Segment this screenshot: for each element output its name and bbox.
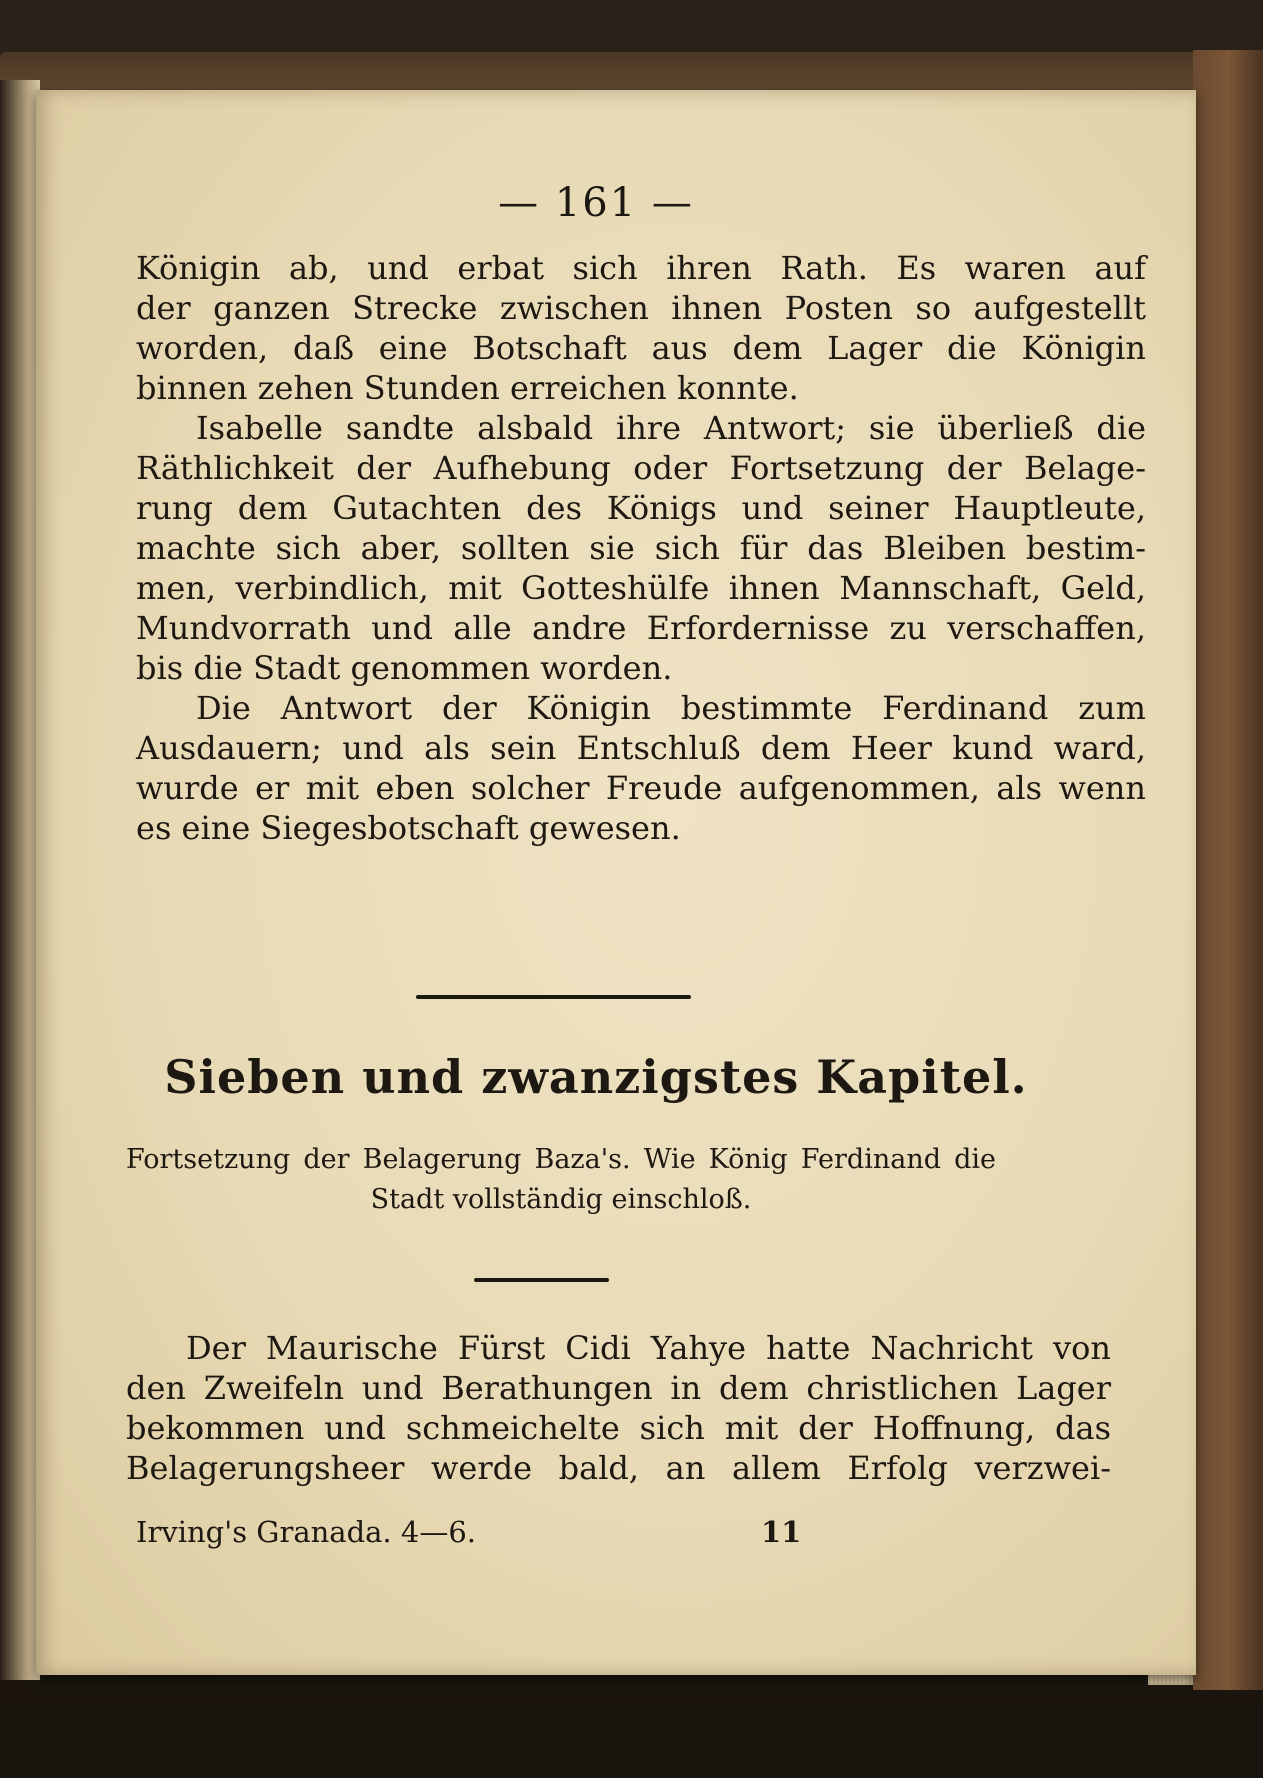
page-number: — 161 — bbox=[498, 180, 694, 226]
book-binding-left bbox=[0, 80, 40, 1680]
text-line: Der Maurische Fürst Cidi Yahye hatte Nachricht von bbox=[186, 1329, 1111, 1367]
text-line: machte sich aber, sollten sie sich für das Bleiben bestim- bbox=[136, 529, 1146, 567]
summary-divider-rule bbox=[474, 1278, 609, 1282]
section-divider-rule bbox=[416, 995, 691, 999]
text-line: men, verbindlich, mit Gotteshülfe ihnen Mannschaft, Geld, bbox=[136, 569, 1146, 607]
text-line: Die Antwort der Königin bestimmte Ferdinand zum bbox=[196, 689, 1146, 727]
chapter-title: Sieben und zwanzigstes Kapitel. bbox=[164, 1050, 1028, 1104]
chapter-summary bbox=[126, 1140, 996, 1220]
text-line: den Zweifeln und Berathungen in dem christlichen Lager bbox=[126, 1369, 1111, 1407]
summary-line: Fortsetzung der Belagerung Baza's. Wie König Ferdinand die bbox=[126, 1144, 996, 1175]
text-line: worden, daß eine Botschaft aus dem Lager die Königin bbox=[136, 329, 1146, 367]
footer-imprint: Irving's Granada. 4—6. bbox=[136, 1515, 476, 1549]
paragraph-1 bbox=[136, 248, 1146, 408]
paragraph-3 bbox=[136, 688, 1146, 848]
paragraph-2 bbox=[136, 408, 1146, 688]
text-line: Ausdauern; und als sein Entschluß dem Heer kund ward, bbox=[136, 729, 1146, 767]
text-line: rung dem Gutachten des Königs und seiner Hauptleute, bbox=[136, 489, 1146, 527]
text-line: Belagerungsheer werde bald, an allem Erfolg verzwei- bbox=[126, 1449, 1111, 1487]
summary-line: Stadt vollständig einschloß. bbox=[370, 1184, 752, 1215]
text-line: Isabelle sandte alsbald ihre Antwort; sie überließ die bbox=[196, 409, 1146, 447]
text-line: es eine Siegesbotschaft gewesen. bbox=[136, 809, 681, 847]
text-line: bekommen und schmeichelte sich mit der Hoffnung, das bbox=[126, 1409, 1111, 1447]
printer-signature-mark: 11 bbox=[761, 1515, 802, 1549]
paragraph-4 bbox=[126, 1328, 1111, 1488]
book-cover-right-edge bbox=[1193, 50, 1263, 1690]
text-line: bis die Stadt genommen worden. bbox=[136, 649, 673, 687]
book-page bbox=[36, 90, 1196, 1675]
text-line: der ganzen Strecke zwischen ihnen Posten so aufgestellt bbox=[136, 289, 1146, 327]
text-line: wurde er mit eben solcher Freude aufgenommen, als wenn bbox=[136, 769, 1146, 807]
text-line: Räthlichkeit der Aufhebung oder Fortsetzung der Belage- bbox=[136, 449, 1146, 487]
text-line: Mundvorrath und alle andre Erfordernisse zu verschaffen, bbox=[136, 609, 1146, 647]
text-line: Königin ab, und erbat sich ihren Rath. Es waren auf bbox=[136, 249, 1146, 287]
text-line: binnen zehen Stunden erreichen konnte. bbox=[136, 369, 799, 407]
page-footer bbox=[136, 1515, 836, 1549]
